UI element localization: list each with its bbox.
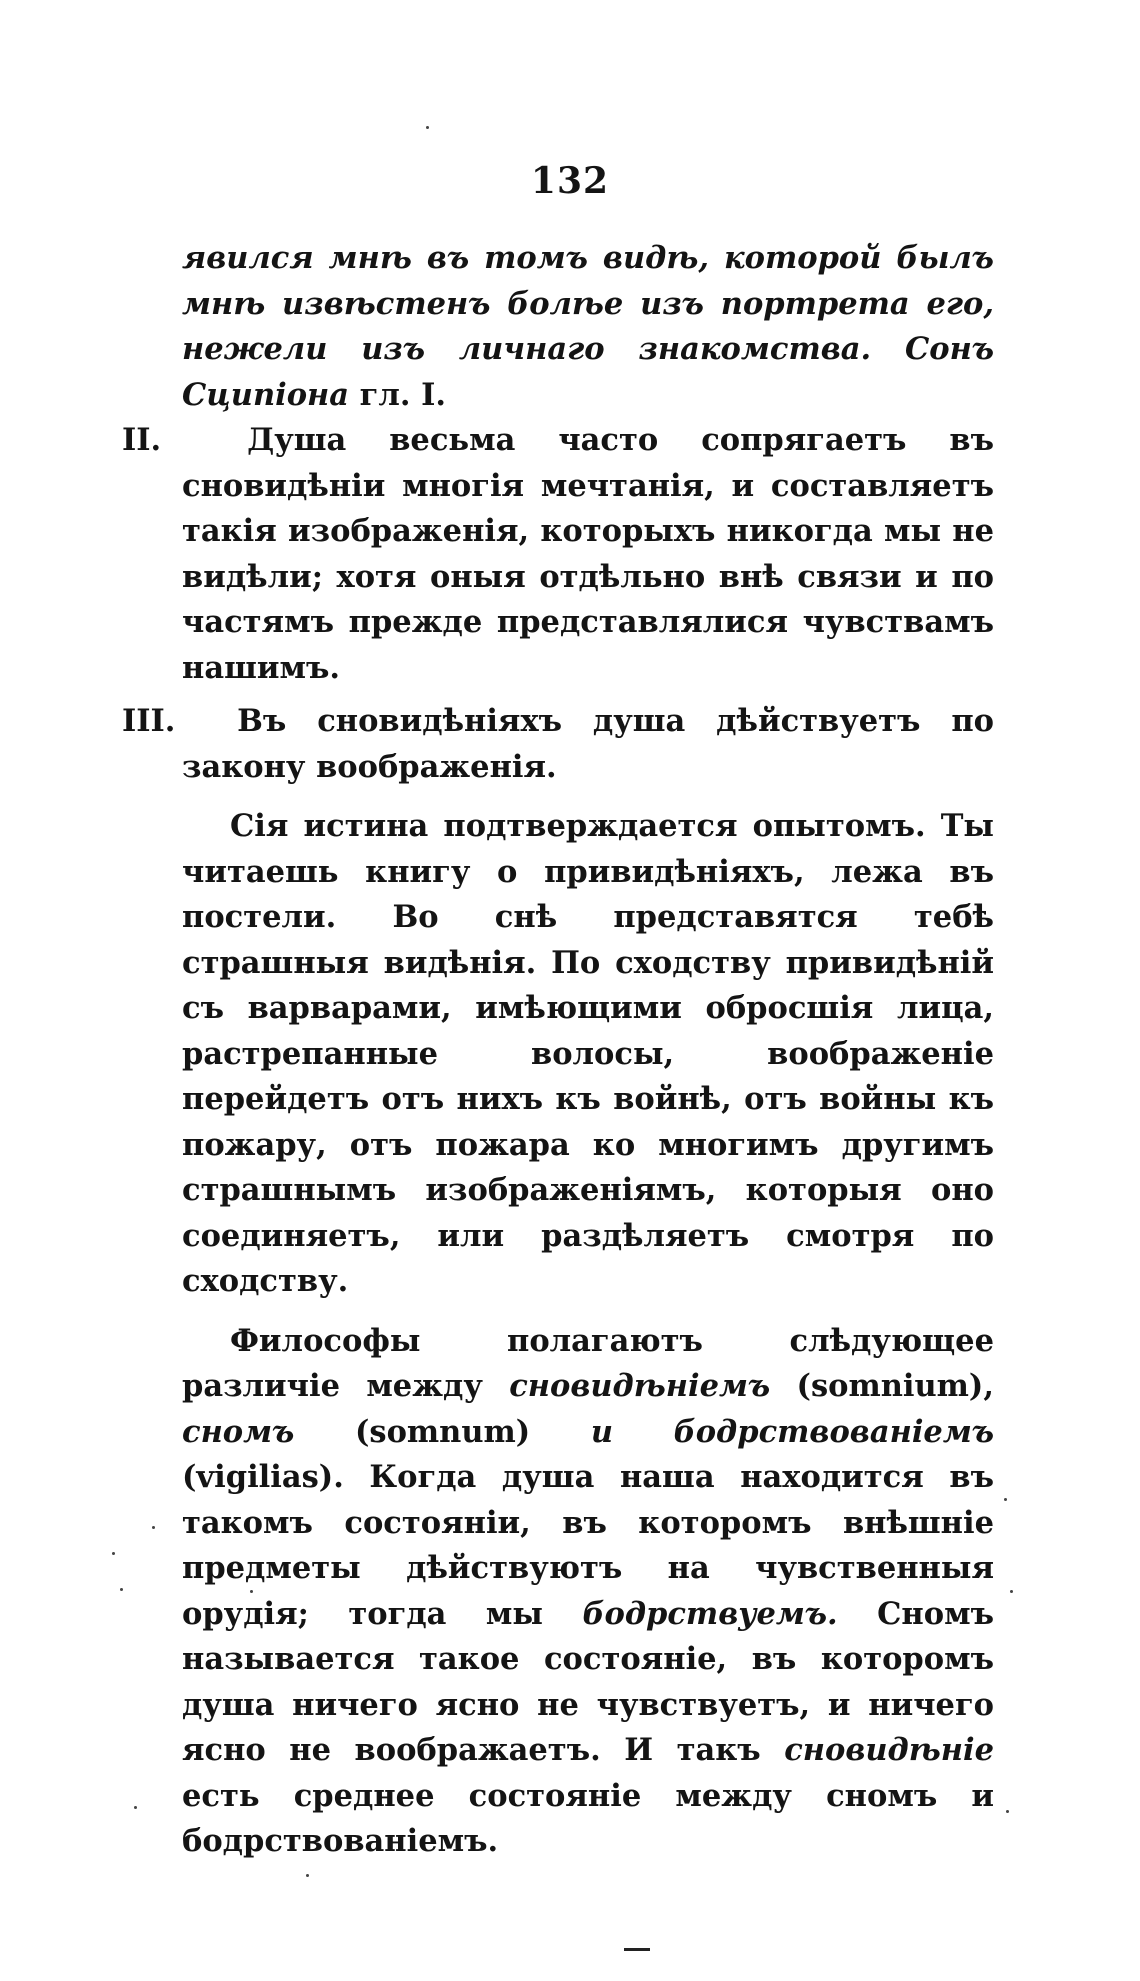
paragraph-philosophers — [182, 1319, 994, 1865]
scan-speck — [1004, 1498, 1007, 1501]
italic-term: бодрствуемъ. — [582, 1595, 838, 1632]
page-number: 132 — [530, 160, 610, 202]
text-run: Философы полагаютъ слѣдующее различiе между — [182, 1322, 994, 1404]
footer-dash — [624, 1948, 650, 1951]
italic-term: сномъ — [182, 1413, 295, 1450]
scan-speck — [250, 1590, 253, 1593]
item-text: Душа весьма часто сопрягаетъ въ сновидѣнiи многiя мечтанiя, и составляетъ такiя изображенiя, которыхъ никогда мы не видѣли; хотя оныя отдѣльно внѣ связи и по частямъ прежде представлялися чувствамъ нашимъ. — [182, 422, 994, 686]
scan-speck — [1010, 1590, 1013, 1593]
text-run: (vigilias). Когда душа наша находится въ такомъ состоянiи, въ которомъ внѣшнiе предметы дѣйствуютъ на чувственныя орудiя; тогда мы — [182, 1459, 994, 1632]
text-run: есть среднее состоянiе между сномъ и бодрствованiемъ. — [182, 1777, 994, 1859]
scan-speck — [1006, 1810, 1009, 1813]
scan-speck — [426, 126, 429, 129]
scan-speck — [134, 1806, 137, 1809]
scan-speck — [120, 1588, 123, 1591]
italic-term: и бодрствованiемъ — [590, 1413, 994, 1450]
italic-term: сновидѣнiе — [784, 1732, 994, 1768]
text-run: Сномъ называется такое состоянiе, въ которомъ душа ничего ясно не чувствуетъ, и ничего ясно не воображаетъ. И такъ — [182, 1595, 994, 1768]
item-number: III. — [122, 703, 176, 739]
scan-speck — [306, 1874, 309, 1877]
italic-term: сновидѣнiемъ — [509, 1368, 771, 1404]
numbered-item-2 — [122, 418, 994, 691]
scan-speck — [112, 1552, 115, 1555]
text-run: (somnium), — [770, 1368, 994, 1404]
page-body — [122, 236, 994, 1865]
continued-paragraph — [182, 236, 994, 418]
paragraph-truth: Сiя истина подтверждается опытомъ. Ты читаешь книгу о привидѣнiяхъ, лежа въ постели. Во снѣ представятся тебѣ страшныя видѣнiя. По сходству привидѣнiй съ варварами, имѣющими обросшiя лица, растрепанные волосы, воображенiе перейдетъ отъ нихъ къ войнѣ, отъ войны къ пожару, отъ пожара ко многимъ другимъ страшнымъ изображенiямъ, которыя оно соединяетъ, или раздѣляетъ смотря по сходству. — [182, 808, 994, 1299]
chapter-ref: гл. I. — [349, 376, 446, 413]
scan-speck — [152, 1526, 155, 1529]
text-run: (somnum) — [294, 1413, 591, 1450]
item-number: II. — [122, 422, 162, 458]
italic-quote: явился мнѣ въ томъ видѣ, которой былъ мнѣ извѣстенъ болѣе изъ портрета его, нежели изъ личнаго знакомства. Сонъ Сципiона — [182, 240, 994, 413]
numbered-item-3 — [122, 699, 994, 790]
item-text: Въ сновидѣнiяхъ душа дѣйствуетъ по закону воображенiя. — [182, 703, 994, 785]
